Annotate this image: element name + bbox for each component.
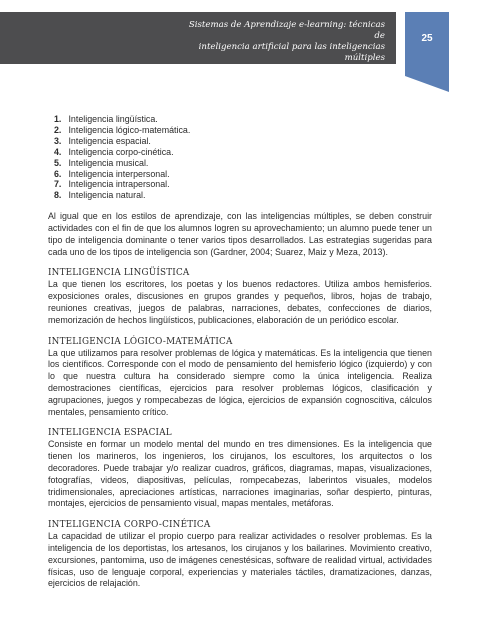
section-heading: INTELIGENCIA ESPACIAL	[48, 428, 172, 439]
intelligence-list	[48, 114, 432, 201]
list-item: 6. Inteligencia interpersonal.	[54, 168, 170, 179]
list-item: 5. Inteligencia musical.	[54, 157, 149, 168]
section-heading: INTELIGENCIA LINGÜÍSTICA	[48, 268, 190, 279]
section-body: Consiste en formar un modelo mental del mundo en tres dimensiones. Es la inteligencia que tienen los marineros, los ingenieros, los cirujanos, los escultores, los arquitectos o los decoradores. Puede trabajar y/o realizar cuadros, gráficos, diagramas, mapas, visualizaciones, fotografías, videos, diapositivas, películas, rompecabezas, laberintos visuales, modelos tridimensionales, apreciaciones artísticas, narraciones imaginarias, soñar despierto, pinturas, montajes, ejercicios de pensamiento visual, mapas mentales, metáforas.	[48, 439, 432, 509]
section-heading: INTELIGENCIA LÓGICO-MATEMÁTICA	[48, 336, 233, 347]
section-body: La que utilizamos para resolver problemas de lógica y matemáticas. Es la inteligencia que tienen los científicos. Corresponde con el modo de pensamiento del hemisferio lógico (izquierdo) y con lo que nuestra cultura ha considerado siempre como la única inteligencia. Realiza demostraciones científicas, ejercicios para resolver problemas lógicos, clasificación y agrupaciones, juegos y rompecabezas de lógica, ejercicios de expansión cognoscitiva, cálculos mentales, pensamiento crítico.	[48, 347, 432, 417]
intro-paragraph: Al igual que en los estilos de aprendizaje, con las inteligencias múltiples, se deben construir actividades con el fin de que los alumnos logren su aprovechamiento; un alumno puede tener un tipo de inteligencia dominante o tener varios tipos desarrollados. Las estrategias sugeridas para cada uno de los tipos de inteligencia son (Gardner, 2004; Suarez, Maiz y Meza, 2013).	[48, 211, 432, 257]
page-number-tab	[405, 12, 449, 92]
section-linguistica	[48, 267, 432, 326]
list-item: 2. Inteligencia lógico-matemática.	[54, 124, 191, 135]
running-header-line2: inteligencia artificial para las inteligencias múltiples	[198, 42, 385, 63]
section-espacial	[48, 427, 432, 510]
running-header-line1: Sistemas de Aprendizaje e-learning: técnicas de	[188, 20, 385, 41]
list-item: 4. Inteligencia corpo-cinética.	[54, 146, 174, 157]
list-item: 3. Inteligencia espacial.	[54, 135, 151, 146]
list-item: 1. Inteligencia lingüística.	[54, 114, 158, 124]
section-logico-matematica	[48, 336, 432, 419]
list-item: 7. Inteligencia intrapersonal.	[54, 179, 170, 190]
section-body: La capacidad de utilizar el propio cuerpo para realizar actividades o resolver problemas. Es la inteligencia de los deportistas, los artesanos, los cirujanos y los bailarines. Movimiento creativo, excursiones, pantomima, uso de imágenes cenestésicas, software de realidad virtual, actividades físicas, uso de lenguaje corporal, experiencias y materiales táctiles, dramatizaciones, danzas, ejercicios de relajación.	[48, 531, 432, 589]
running-header	[180, 20, 385, 64]
page-number: 25	[421, 33, 433, 44]
section-corpo-cinetica	[48, 519, 432, 590]
section-heading: INTELIGENCIA CORPO-CINÉTICA	[48, 520, 211, 531]
list-item: 8. Inteligencia natural.	[54, 190, 146, 201]
page-content	[48, 114, 432, 599]
section-body: La que tienen los escritores, los poetas y los buenos redactores. Utiliza ambos hemisferios. exposiciones orales, discusiones en grupos grandes y pequeños, libros, hojas de trabajo, reuniones creativas, juegos de palabras, narraciones, debates, confecciones de diarios, memorización de hechos lingüísticos, publicaciones, elaboración de un periódico escolar.	[48, 279, 432, 325]
